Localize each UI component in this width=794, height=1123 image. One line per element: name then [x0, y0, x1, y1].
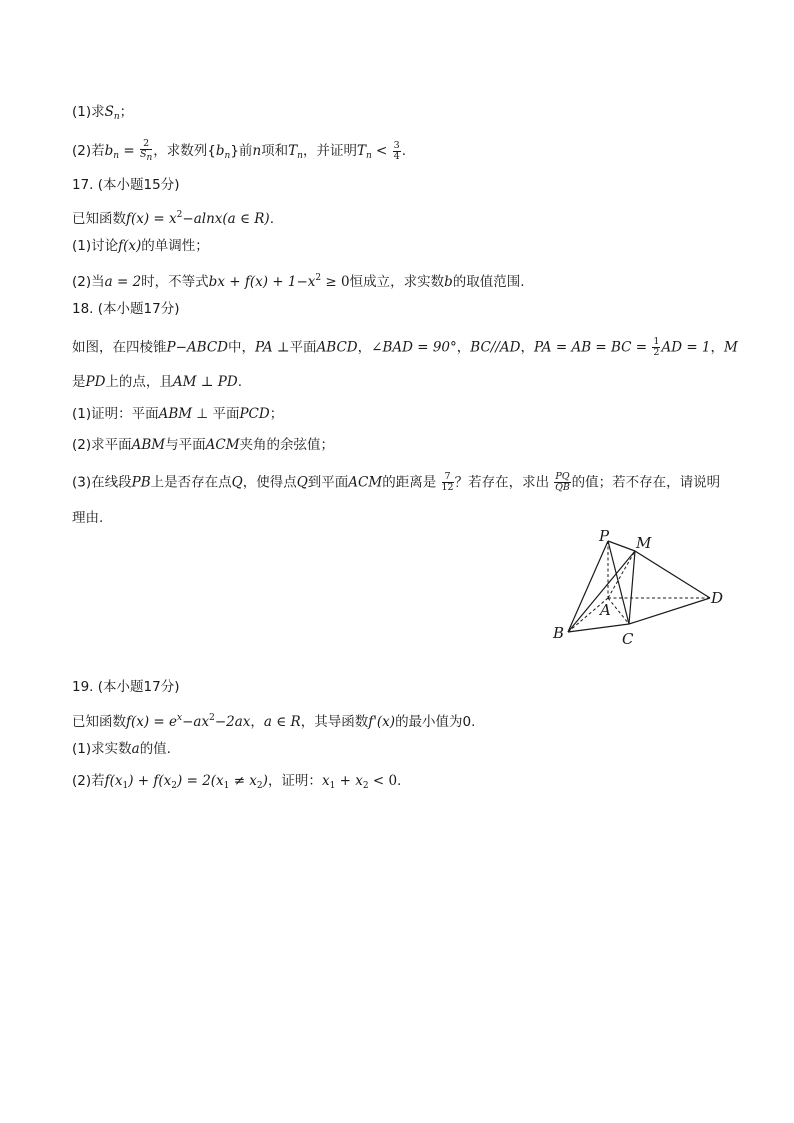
q16-part2: (2)若$b_n$ = $\frac{2}{S_n}$ ，求数列$\{b_n\}$前n项和$T_n$，并证明$T_n$ < $\frac{3}{4}$ . — [72, 138, 407, 163]
fraction: $\frac{2}{S_n}$ — [139, 138, 153, 163]
q18-heading: 18. (本小题17分) — [72, 301, 180, 317]
q18-stem-line2: 是PD上的点，且AM ⊥ PD. — [72, 374, 242, 390]
q17-part1: (1)讨论f(x)的单调性； — [72, 238, 209, 254]
edge-MC — [629, 551, 635, 624]
edge-PM — [608, 541, 635, 551]
pyramid-figure — [540, 525, 740, 655]
label-C: C — [622, 630, 634, 648]
q17-heading: 17. (本小题15分) — [72, 177, 180, 193]
label-A: A — [600, 601, 611, 619]
q17-part2: (2)当a = 2时，不等式bx + $f(x) + 1-x^2 \ge 0$恒成立，求实数b的取值范围. — [72, 273, 525, 290]
q19-part2: (2)若$f(x_1) + f(x_2) = 2(x_1 \ne x_2)$，证明：$x_1 + x_2 < 0$. — [72, 773, 402, 791]
q16-part1: (1)求$S_n$； — [72, 104, 134, 122]
edge-CD — [629, 598, 710, 624]
label-D: D — [711, 589, 724, 607]
q19-heading: 19. (本小题17分) — [72, 679, 180, 695]
edge-BC — [568, 624, 629, 632]
fraction: $\frac{3}{4}$ — [393, 139, 400, 162]
fraction: $\frac{PQ}{QB}$ — [555, 471, 570, 493]
label-M: M — [636, 534, 652, 552]
q18-part3: (3)在线段PB上是否存在点Q，使得点Q到平面ACM的距离是 $\frac{7}{12}$ ？若存在，求出 $\frac{PQ}{QB}$ 的值；若不存在，请说明 — [72, 471, 721, 493]
fraction: $\frac{1}{2}$ — [653, 336, 660, 358]
q18-stem-line1: 如图，在四棱锥P−ABCD中，PA ⊥平面ABCD，∠BAD = 90°，BC//AD，PA = AB = BC = $\frac{1}{2}$ AD = 1，M — [72, 336, 738, 358]
label-B: B — [553, 624, 565, 642]
q19-stem: 已知函数$f(x) = e^x-ax^2-2ax$，a ∈ R，其导函数f'(x)的最小值为0. — [72, 713, 476, 730]
q17-stem: 已知函数$f(x) = x^2-alnx(a$ ∈ R). — [72, 210, 274, 227]
edge-MD — [635, 551, 710, 598]
label-P: P — [599, 527, 610, 545]
q18-part3-cont: 理由. — [72, 510, 104, 526]
q18-part2: (2)求平面ABM与平面ACM夹角的余弦值； — [72, 437, 335, 453]
edge-MB — [568, 551, 635, 632]
q19-part1: (1)求实数a的值. — [72, 741, 171, 757]
q18-part1: (1)证明：平面ABM ⊥ 平面PCD； — [72, 406, 284, 422]
fraction: $\frac{7}{12}$ — [441, 471, 454, 493]
